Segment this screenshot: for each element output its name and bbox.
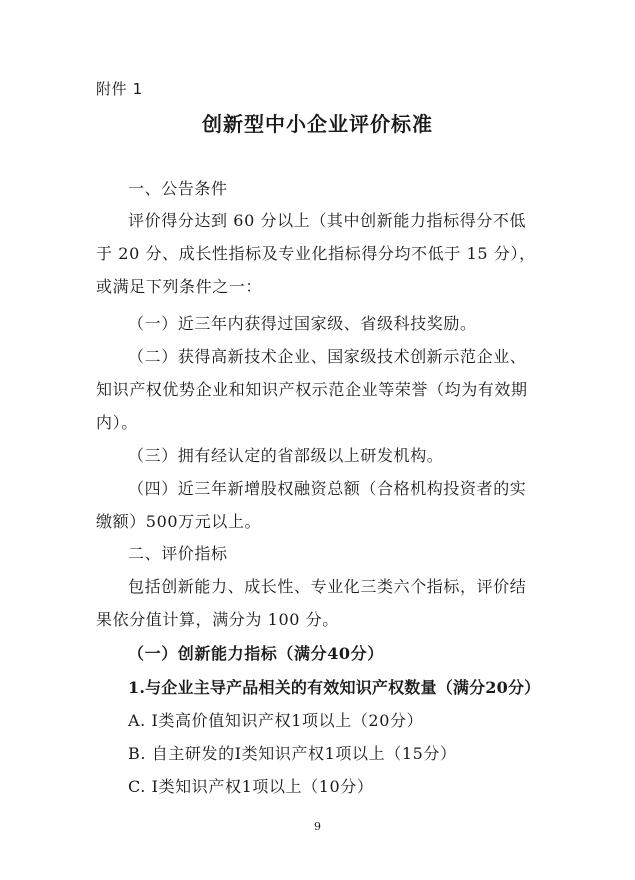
condition-item-2-line: 内）。 xyxy=(96,413,138,432)
paragraph-line: 果依分值计算，满分为 100 分。 xyxy=(96,610,339,629)
attachment-label: 附件 1 xyxy=(96,80,143,98)
paragraph-line: 评价得分达到 60 分以上（其中创新能力指标得分不低 xyxy=(128,211,527,230)
option-a: A. Ⅰ类高价值知识产权1项以上（20分） xyxy=(128,711,424,730)
condition-item-2-line: （二）获得高新技术企业、国家级技术创新示范企业、 xyxy=(128,347,527,366)
condition-item-4-line: 缴额）500万元以上。 xyxy=(96,512,262,531)
page-number: 9 xyxy=(314,820,321,833)
section-heading-announcement: 一、公告条件 xyxy=(128,179,228,198)
subsection-heading-innovation: （一）创新能力指标（满分40分） xyxy=(128,644,384,663)
indicator-heading: 1.与企业主导产品相关的有效知识产权数量（满分20分） xyxy=(128,678,541,697)
condition-item-2-line: 知识产权优势企业和知识产权示范企业等荣誉（均为有效期 xyxy=(96,380,528,399)
paragraph-line: 或满足下列条件之一： xyxy=(96,277,263,296)
paragraph-line: 于 20 分、成长性指标及专业化指标得分均不低于 15 分）， xyxy=(96,244,536,263)
condition-item-1: （一）近三年内获得过国家级、省级科技奖励。 xyxy=(128,314,477,333)
condition-item-4-line: （四）近三年新增股权融资总额（合格机构投资者的实 xyxy=(128,479,527,498)
option-b: B. 自主研发的Ⅰ类知识产权1项以上（15分） xyxy=(128,744,457,763)
document-title: 创新型中小企业评价标准 xyxy=(202,112,433,136)
section-heading-indicators: 二、评价指标 xyxy=(128,544,228,563)
paragraph-line: 包括创新能力、成长性、专业化三类六个指标，评价结 xyxy=(128,577,527,596)
option-c: C. Ⅰ类知识产权1项以上（10分） xyxy=(128,777,374,796)
condition-item-3: （三）拥有经认定的省部级以上研发机构。 xyxy=(128,446,444,465)
